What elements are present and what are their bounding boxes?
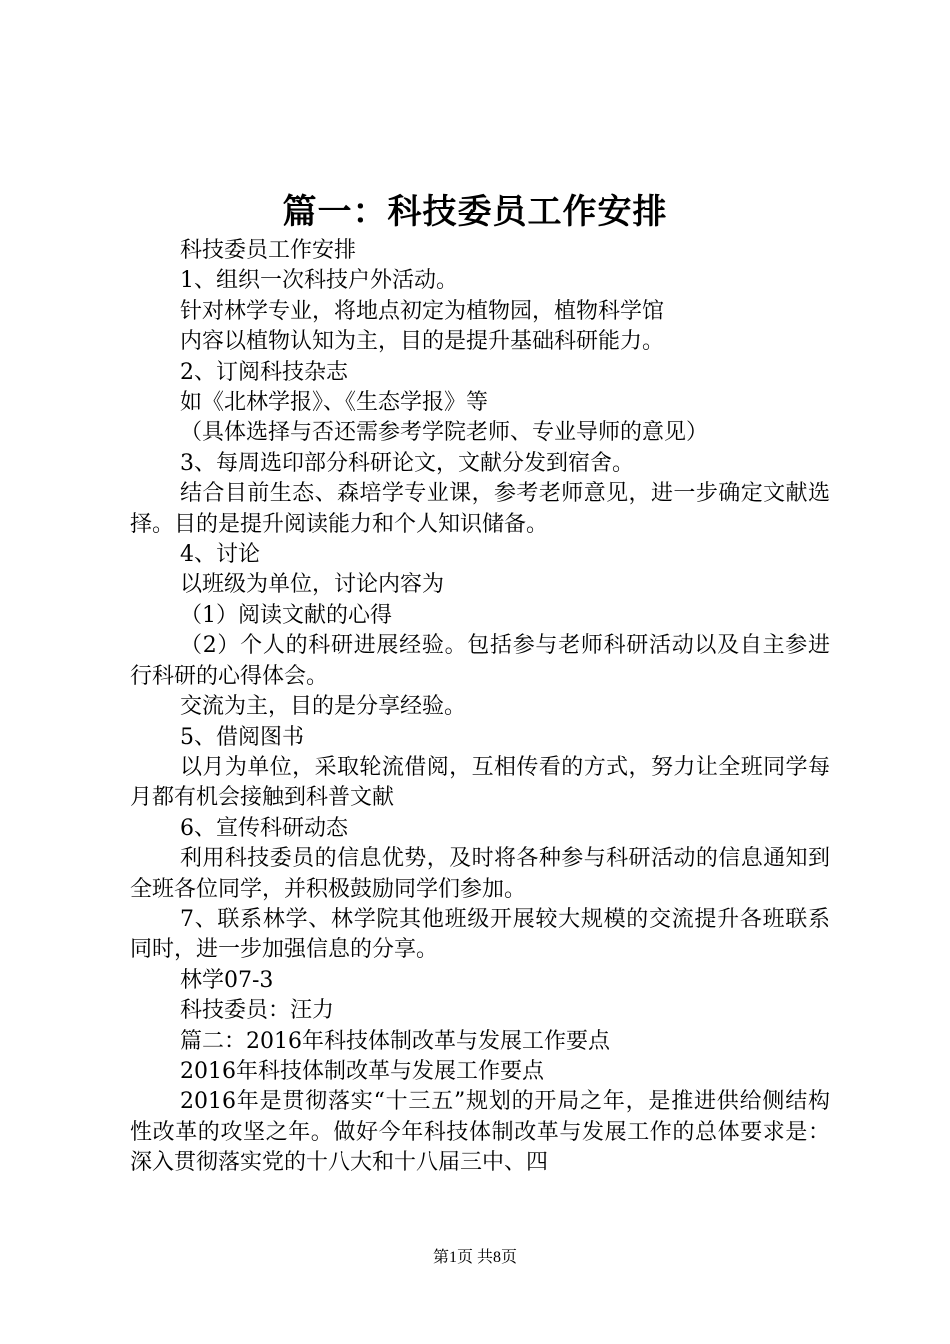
paragraph: 交流为主，目的是分享经验。 [180, 694, 467, 720]
document-body [130, 236, 830, 1179]
document-title: 篇一：科技委员工作安排 [282, 192, 668, 232]
paragraph: 2、订阅科技杂志 [180, 359, 348, 385]
paragraph: 3、每周选印部分科研论文，文献分发到宿舍。 [180, 450, 634, 476]
paragraph: 1、组织一次科技户外活动。 [180, 268, 458, 294]
paragraph: 2016年是贯彻落实“十三五”规划的开局之年，是推进供给侧结构性改革的攻坚之年。做好今年科技体制改革与发展工作的总体要求是：深入贯彻落实党的十八大和十八届三中、四 [130, 1089, 830, 1176]
paragraph: （具体选择与否还需参考学院老师、专业导师的意见） [180, 420, 709, 446]
paragraph: 7、联系林学、林学院其他班级开展较大规模的交流提升各班联系同时，进一步加强信息的分享。 [130, 906, 830, 963]
paragraph: （1）阅读文献的心得 [180, 602, 392, 628]
paragraph: 4、讨论 [180, 542, 260, 568]
page-footer: 第1页 共8页 [432, 1249, 517, 1266]
paragraph: 科技委员：汪力 [180, 998, 335, 1024]
paragraph: 林学07-3 [180, 967, 274, 993]
paragraph: 如《北林学报》、《生态学报》等 [180, 390, 489, 416]
paragraph: 以班级为单位，讨论内容为 [180, 572, 445, 598]
paragraph: 科技委员工作安排 [180, 238, 357, 263]
paragraph: 2016年科技体制改革与发展工作要点 [180, 1058, 544, 1084]
paragraph: 篇二：2016年科技体制改革与发展工作要点 [180, 1028, 610, 1054]
paragraph: 结合目前生态、森培学专业课，参考老师意见，进一步确定文献选择。目的是提升阅读能力和个人知识储备。 [130, 481, 830, 537]
paragraph: 6、宣传科研动态 [180, 815, 348, 841]
paragraph: （2）个人的科研进展经验。包括参与老师科研活动以及自主参进行科研的心得体会。 [130, 633, 830, 689]
paragraph: 针对林学专业，将地点初定为植物园，植物科学馆 [180, 298, 665, 324]
paragraph: 5、借阅图书 [180, 724, 304, 750]
paragraph: 内容以植物认知为主，目的是提升基础科研能力。 [180, 329, 665, 355]
paragraph: 利用科技委员的信息优势，及时将各种参与科研活动的信息通知到全班各位同学，并积极鼓励同学们参加。 [130, 846, 830, 902]
paragraph: 以月为单位，采取轮流借阅，互相传看的方式，努力让全班同学每月都有机会接触到科普文献 [130, 754, 830, 811]
